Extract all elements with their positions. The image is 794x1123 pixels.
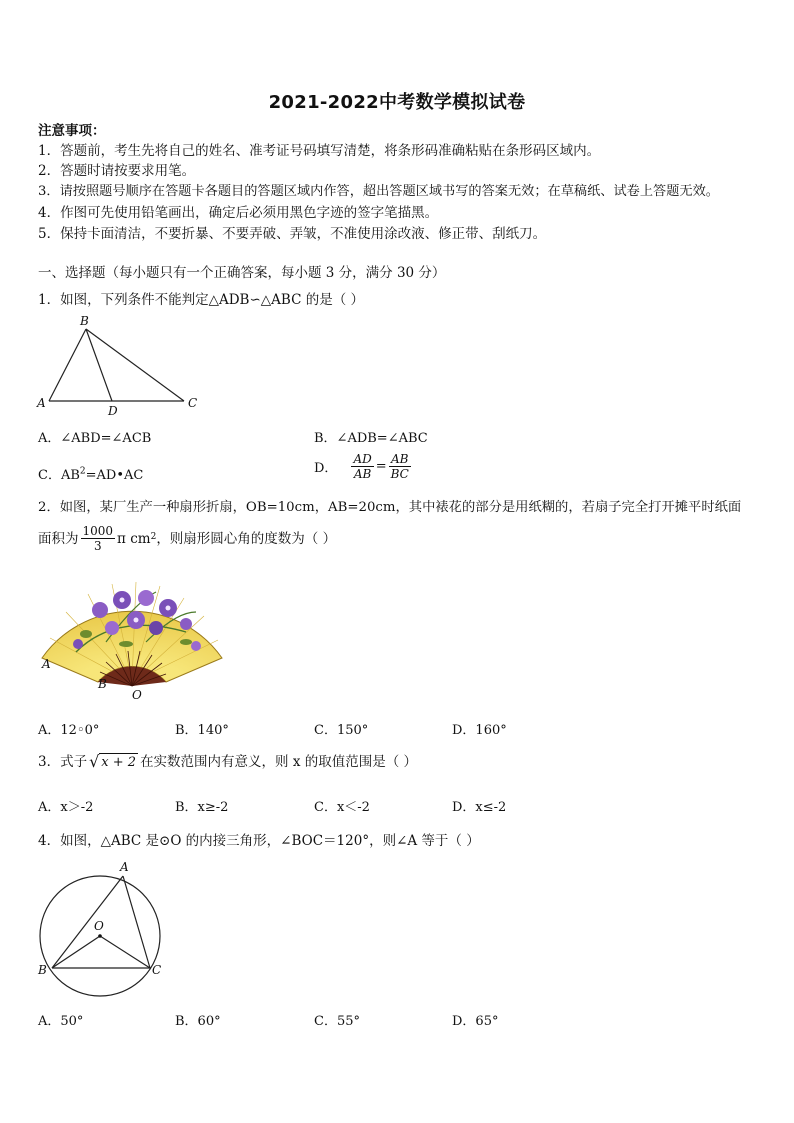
q1-label-d: D	[108, 404, 118, 418]
q1-segment-bd	[86, 329, 112, 401]
q4-option-d[interactable]: D．65°	[452, 1014, 499, 1029]
q3-option-a[interactable]: A．x＞-2	[38, 800, 94, 815]
q2-stem-pre: 面积为	[38, 530, 79, 547]
q2-frac-den: 3	[93, 539, 102, 553]
q1-option-d-fraction-2	[389, 452, 411, 481]
q4-option-a[interactable]: A．50°	[38, 1014, 84, 1029]
q2-label-a: A	[42, 657, 51, 671]
q4-side-ac	[123, 876, 150, 968]
q2-area-fraction	[81, 524, 116, 553]
notice-item-3: 3．请按照题号顺序在答题卡各题目的答题区域内作答，超出答题区域书写的答案无效；在草稿纸、试卷上答题无效。	[38, 184, 719, 199]
q2-stem-sup: 2	[150, 532, 157, 542]
q1-option-c-prefix: C．AB	[38, 468, 80, 483]
q2-option-a[interactable]: A．12◦0°	[38, 723, 100, 738]
q3-option-b[interactable]: B．x≥-2	[175, 800, 229, 815]
q4-stem: 4．如图，△ABC 是⊙O 的内接三角形，∠BOC＝120°，则∠A 等于（ ）	[38, 833, 480, 849]
q3-option-d[interactable]: D．x≤-2	[452, 800, 507, 815]
q3-stem	[38, 753, 417, 771]
q2-label-b: B	[98, 677, 107, 691]
q1-option-c-sup: 2	[79, 466, 86, 477]
q1-option-a[interactable]: A．∠ABD=∠ACB	[38, 431, 152, 446]
notice-heading: 注意事项：	[38, 123, 106, 139]
q2-label-o: O	[132, 688, 142, 702]
q3-radical	[89, 753, 138, 771]
q2-stem-line2	[38, 524, 336, 553]
q4-option-c[interactable]: C．55°	[314, 1014, 360, 1029]
notice-item-5: 5．保持卡面清洁，不要折暴、不要弄破、弄皱，不准使用涂改液、修正带、刮纸刀。	[38, 226, 547, 242]
q4-label-c: C	[152, 963, 162, 977]
q1-option-c-suffix: =AD•AC	[85, 468, 144, 483]
q4-circle-figure	[34, 856, 166, 1002]
notice-item-4: 4．作图可先使用铅笔画出，确定后必须用黑色字迹的签字笔描黑。	[38, 205, 439, 221]
q4-label-o: O	[94, 919, 104, 933]
q3-stem-pre: 3．式子	[38, 754, 88, 770]
q1-label-c: C	[188, 396, 198, 410]
q4-label-b: B	[38, 963, 47, 977]
q1-option-d-frac1-num: AD	[353, 452, 372, 466]
q1-option-d-equals: =	[375, 459, 387, 474]
q1-option-c[interactable]	[38, 464, 143, 483]
q4-radius-ob	[52, 936, 100, 968]
q1-option-d[interactable]	[314, 452, 411, 481]
q1-label-a: A	[37, 396, 46, 410]
q2-option-c[interactable]: C．150°	[314, 723, 369, 738]
radical-sign-icon: √	[89, 752, 100, 771]
notice-item-1: 1．答题前，考生先将自己的姓名、准考证号码填写清楚，将条形码准确粘贴在条形码区域内。	[38, 143, 601, 159]
q1-label-b: B	[80, 314, 89, 328]
notice-item-2: 2．答题时请按要求用笔。	[38, 163, 196, 179]
page-title: 2021-2022中考数学模拟试卷	[268, 92, 526, 113]
q4-center-point	[98, 934, 102, 938]
q1-triangle-figure	[34, 312, 204, 420]
q1-option-d-fraction-1	[351, 452, 373, 481]
q1-side-bc	[86, 329, 184, 401]
q1-option-d-frac2-num: AB	[391, 452, 409, 466]
q3-stem-post: 在实数范围内有意义，则 x 的取值范围是（ ）	[140, 754, 418, 770]
q1-option-d-frac2-den: BC	[390, 467, 409, 481]
q2-option-b[interactable]: B．140°	[175, 723, 229, 738]
q1-side-ab	[49, 329, 86, 401]
q1-stem: 1．如图，下列条件不能判定△ADB∽△ABC 的是（ ）	[38, 292, 364, 308]
q3-radicand: x + 2	[101, 755, 137, 770]
q1-option-d-frac1-den: AB	[353, 467, 372, 481]
q2-fan-image	[36, 572, 228, 702]
q1-option-b[interactable]: B．∠ADB=∠ABC	[314, 431, 428, 446]
q4-option-b[interactable]: B．60°	[175, 1014, 221, 1029]
q2-stem-line1: 2．如图，某厂生产一种扇形折扇，OB=10cm，AB=20cm，其中裱花的部分是用纸糊的，若扇子完全打开摊平时纸面	[38, 500, 742, 515]
q1-option-d-prefix: D．	[314, 461, 338, 476]
section-heading: 一、选择题（每小题只有一个正确答案，每小题 3 分，满分 30 分）	[38, 265, 446, 281]
q2-option-d[interactable]: D．160°	[452, 723, 507, 738]
q4-label-a: A	[120, 860, 129, 874]
q3-option-c[interactable]: C．x＜-2	[314, 800, 370, 815]
q2-frac-num: 1000	[82, 524, 114, 538]
q2-stem-post: ，则扇形圆心角的度数为（ ）	[156, 530, 337, 547]
q2-stem-mid: π cm	[117, 530, 151, 547]
